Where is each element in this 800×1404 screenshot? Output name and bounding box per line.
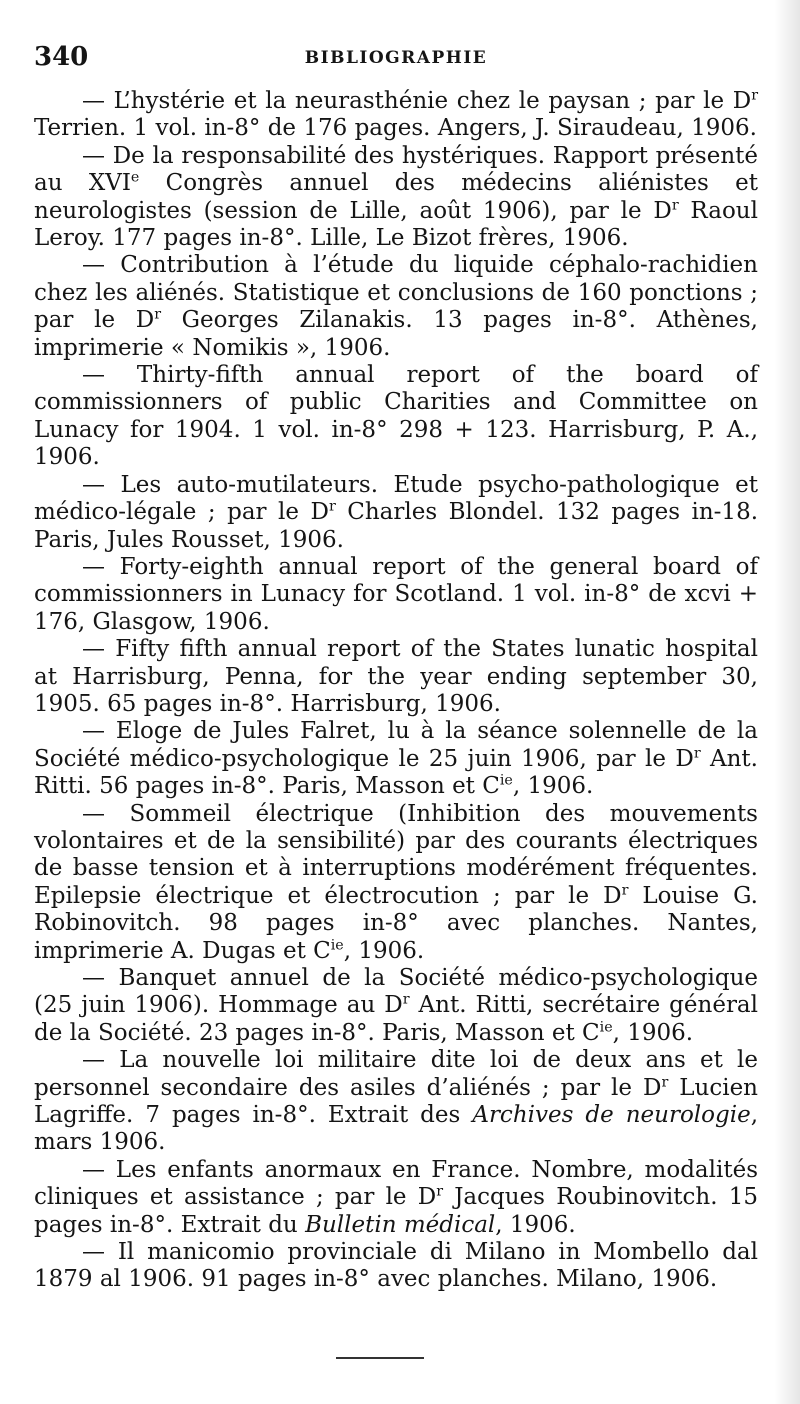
page-number: 340 xyxy=(34,42,89,72)
bibliography-entry: — La nouvelle loi militaire dite loi de deux ans et le personnel secondaire des asiles d’aliénés ; par le $D^r$ Lucien Lagriffe. 7 pages in-8°. Extrait des Archives de neurologie, mars 1906. xyxy=(34,1047,758,1156)
scan-edge-shadow xyxy=(774,0,800,1404)
bibliography-entry: — Les auto-mutilateurs. Etude psycho-pathologique et médico-légale ; par le $D^r$ Charles Blondel. 132 pages in-18. Paris, Jules Rousset, 1906. xyxy=(34,471,759,553)
bibliography-entry: — Fifty fifth annual report of the States lunatic hospital at Harrisburg, Penna, for the year ending september 30, 1905. 65 pages in-8°. Harrisburg, 1906. xyxy=(34,636,758,717)
bibliography-entry: — Les enfants anormaux en France. Nombre, modalités cliniques et assistance ; par le $D^r$ Jacques Roubinovitch. 15 pages in-8°. Extrait du Bulletin médical, 1906. xyxy=(34,1156,758,1238)
bibliography-entry: — Thirty-fifth annual report of the board of commissionners of public Charities and Committee on Lunacy for 1904. 1 vol. in-8° 298 + 123. Harrisburg, P. A., 1906. xyxy=(34,362,758,471)
bibliography-entry: — De la responsabilité des hystériques. Rapport présenté au XVIe Congrès annuel des médecins aliénistes et neurologistes (session de Lille, août 1906), par le $D^r$ Raoul Leroy. 177 pages in-8°. Lille, Le Bizot frères, 1906. xyxy=(34,142,758,252)
closing-rule xyxy=(336,1357,424,1359)
bibliography-entry: — Forty-eighth annual report of the general board of commissionners in Lunacy for Scotland. 1 vol. in-8° de xcvi + 176, Glasgow, 1906. xyxy=(34,553,758,635)
running-title: BIBLIOGRAPHIE xyxy=(304,48,488,68)
bibliography-entry: — Banquet annuel de la Société médico-psychologique (25 juin 1906). Hommage au $D^r$ Ant. Ritti, secrétaire général de la Société. 23 pages in-8°. Paris, Masson et $C^{ie}$, 1906. xyxy=(34,965,759,1046)
bibliography-list xyxy=(34,88,758,1294)
bibliography-entry: — Eloge de Jules Falret, lu à la séance solennelle de la Société médico-psychologique le 25 juin 1906, par le $D^r$ Ant. Ritti. 56 pages in-8°. Paris, Masson et $C^{ie}$, 1906. xyxy=(34,718,758,800)
page-header xyxy=(34,42,758,74)
bibliography-entry: — L’hystérie et la neurasthénie chez le paysan ; par le $D^r$ Terrien. 1 vol. in-8° de 176 pages. Angers, J. Siraudeau, 1906. xyxy=(34,87,758,142)
bibliography-entry: — Il manicomio provinciale di Milano in Mombello dal 1879 al 1906. 91 pages in-8° avec planches. Milano, 1906. xyxy=(34,1239,758,1293)
bibliography-entry: — Sommeil électrique (Inhibition des mouvements volontaires et de la sensibilité) par des courants électriques de basse tension et à interruptions modérément fréquentes. Epilepsie électrique et électrocution ; par le $D^r$ Louise G. Robinovitch. 98 pages in-8° avec planches. Nantes, imprimerie A. Dugas et $C^{ie}$, 1906. xyxy=(34,800,758,964)
bibliography-entry: — Contribution à l’étude du liquide céphalo-rachidien chez les aliénés. Statistique et conclusions de 160 ponctions ; par le $D^r$ Georges Zilanakis. 13 pages in-8°. Athènes, imprimerie « Nomikis », 1906. xyxy=(34,252,758,361)
